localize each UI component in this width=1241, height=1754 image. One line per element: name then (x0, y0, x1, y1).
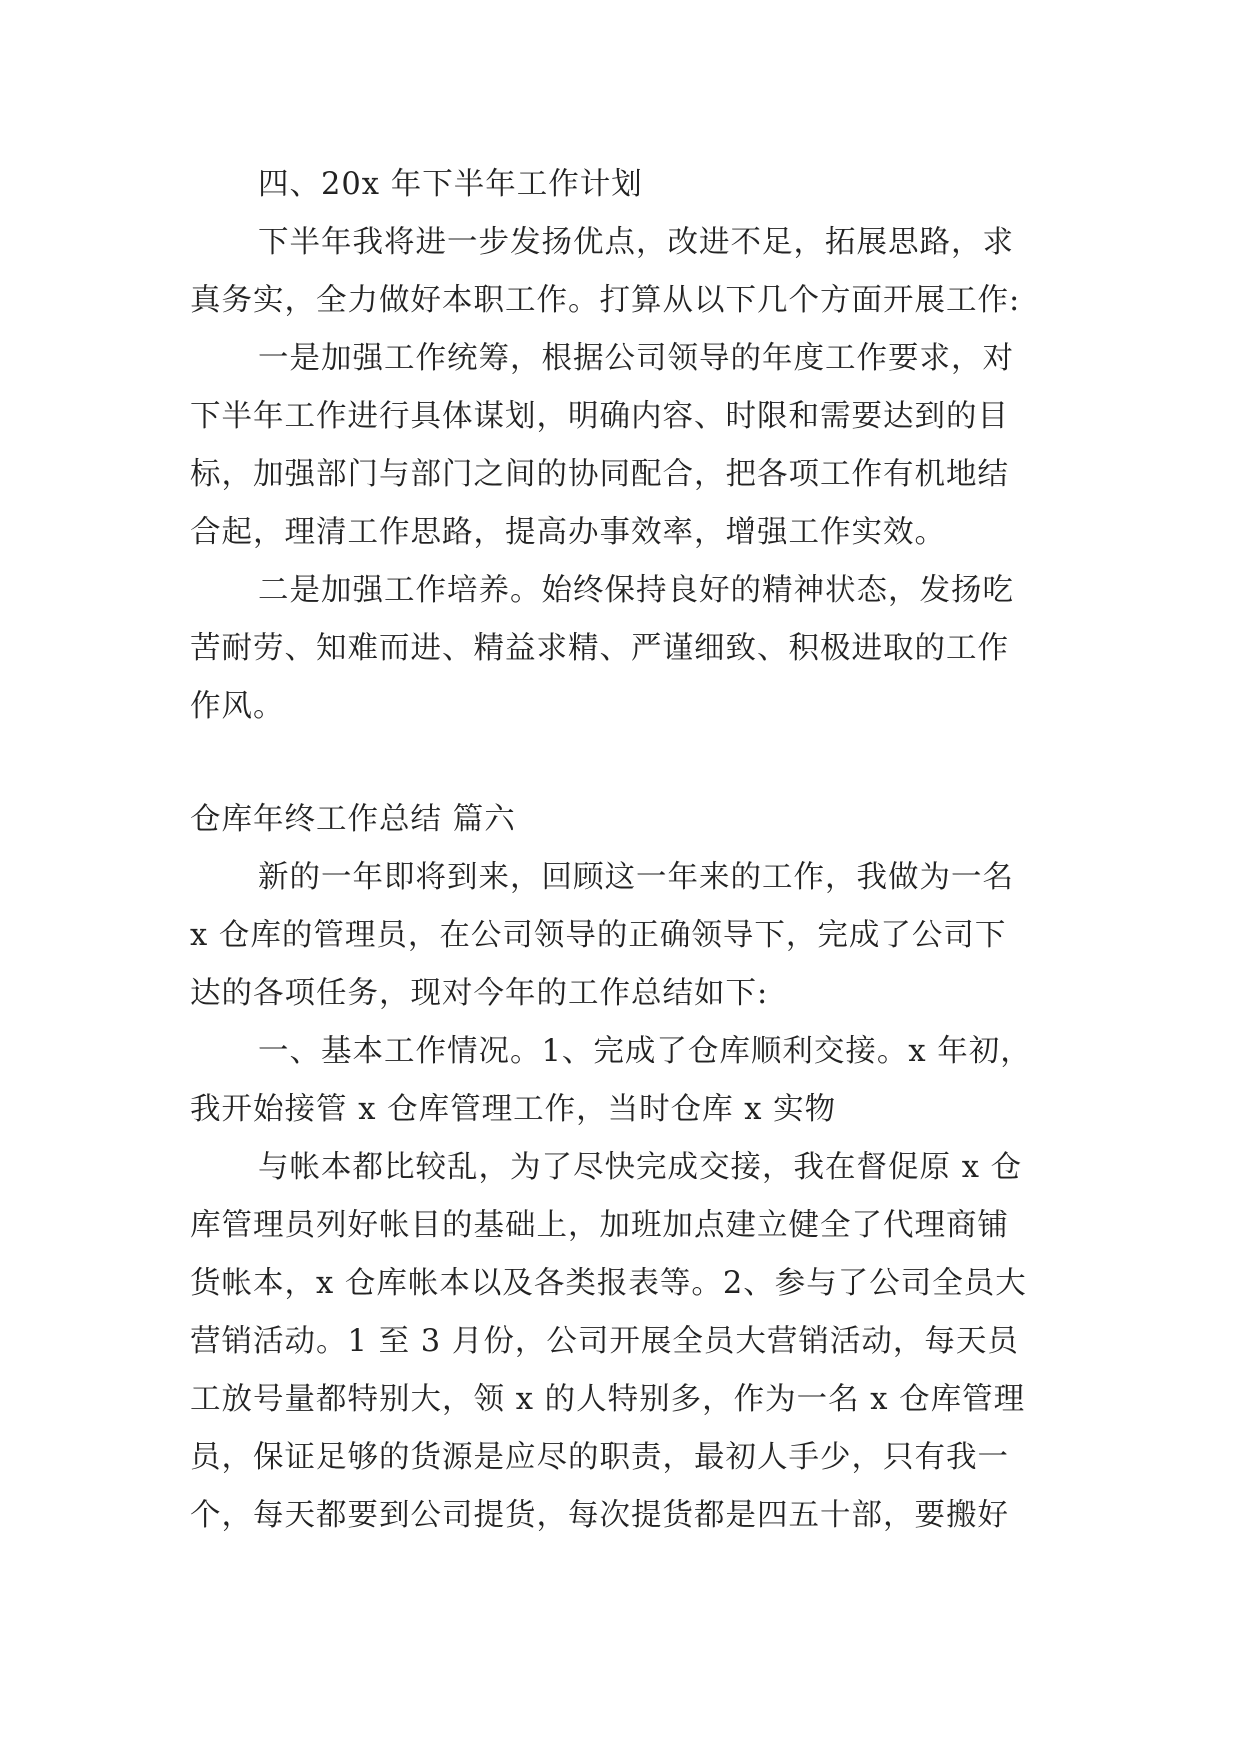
paragraph-line: 员，保证足够的货源是应尽的职责，最初人手少，只有我一 (190, 1440, 1009, 1475)
paragraph-line: 新的一年即将到来，回顾这一年来的工作，我做为一名 (258, 860, 1014, 895)
section-title: 仓库年终工作总结 篇六 (190, 802, 516, 837)
paragraph-line: 一、基本工作情况。1、完成了仓库顺利交接。x 年初， (258, 1034, 1032, 1069)
paragraph-line: 与帐本都比较乱，为了尽快完成交接，我在督促原 x 仓 (258, 1150, 1023, 1185)
paragraph-line: 合起，理清工作思路，提高办事效率，增强工作实效。 (190, 515, 946, 550)
section-heading-plan: 四、20x 年下半年工作计划 (258, 167, 643, 202)
paragraph-line: 一是加强工作统筹，根据公司领导的年度工作要求，对 (258, 341, 1014, 376)
paragraph-line: 作风。 (190, 689, 285, 724)
paragraph-line: 二是加强工作培养。始终保持良好的精神状态，发扬吃 (258, 573, 1014, 608)
paragraph-line: 库管理员列好帐目的基础上，加班加点建立健全了代理商铺 (190, 1208, 1009, 1243)
paragraph-line: 标，加强部门与部门之间的协同配合，把各项工作有机地结 (190, 457, 1009, 492)
paragraph-line: 下半年我将进一步发扬优点，改进不足，拓展思路，求 (258, 225, 1014, 260)
paragraph-line: 货帐本，x 仓库帐本以及各类报表等。2、参与了公司全员大 (190, 1266, 1027, 1301)
paragraph-line: x 仓库的管理员，在公司领导的正确领导下，完成了公司下 (190, 918, 1007, 953)
paragraph-line: 个，每天都要到公司提货，每次提货都是四五十部，要搬好 (190, 1498, 1009, 1533)
paragraph-line: 达的各项任务，现对今年的工作总结如下: (190, 976, 769, 1011)
paragraph-line: 真务实，全力做好本职工作。打算从以下几个方面开展工作: (190, 283, 1021, 318)
paragraph-line: 我开始接管 x 仓库管理工作，当时仓库 x 实物 (190, 1092, 837, 1127)
paragraph-line: 营销活动。1 至 3 月份，公司开展全员大营销活动，每天员 (190, 1324, 1019, 1359)
paragraph-line: 工放号量都特别大，领 x 的人特别多，作为一名 x 仓库管理 (190, 1382, 1026, 1417)
paragraph-line: 下半年工作进行具体谋划，明确内容、时限和需要达到的目 (190, 399, 1009, 434)
paragraph-line: 苦耐劳、知难而进、精益求精、严谨细致、积极进取的工作 (190, 631, 1009, 666)
